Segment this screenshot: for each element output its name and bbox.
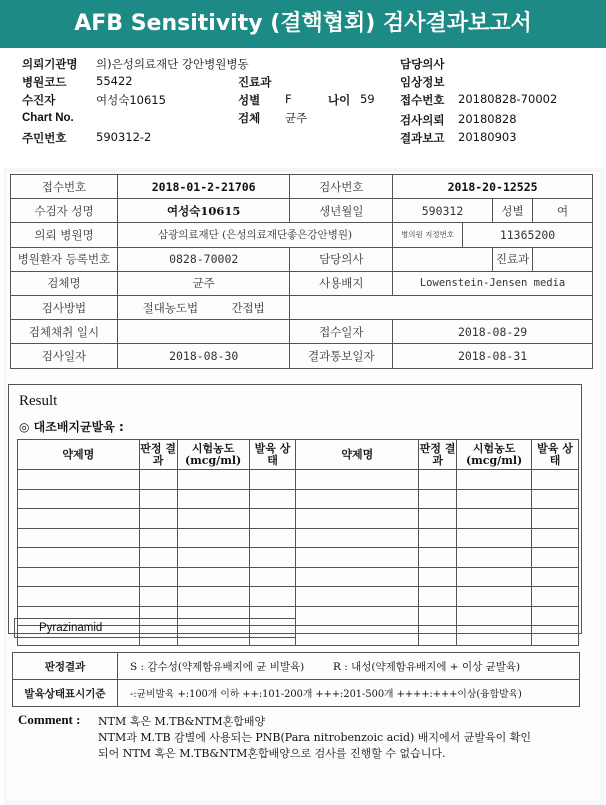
table-cell <box>177 567 249 587</box>
chart-no-label: Chart No. <box>22 112 74 124</box>
table-cell <box>532 509 579 529</box>
table-cell <box>139 587 177 607</box>
table-cell <box>296 470 419 490</box>
table-cell <box>532 606 579 626</box>
table-cell <box>139 470 177 490</box>
table-cell <box>177 509 249 529</box>
report-date-label: 결과보고 <box>400 133 445 145</box>
table-cell <box>18 548 140 568</box>
info-table <box>10 174 593 369</box>
hospital-code-value: 55422 <box>96 74 133 88</box>
table-cell <box>18 489 140 509</box>
table-cell <box>18 509 140 529</box>
receipt-no-label: 접수번호 <box>11 175 118 199</box>
receipt-no-value: 2018-01-2-21706 <box>117 175 290 199</box>
sex-value: 여 <box>533 199 593 223</box>
request-value: 20180828 <box>458 112 517 126</box>
growth-legend-label: 발육상태표시기준 <box>13 680 118 707</box>
name-value: 여성숙10615 <box>117 199 290 223</box>
comment-label: Comment : <box>18 712 81 727</box>
growth-legend-value: -:균비발육 +:100개 이하 ++:101-200개 +++:201-500개 ++++:+++이상(융합발육) <box>118 680 580 707</box>
table-cell <box>139 567 177 587</box>
table-cell <box>532 587 579 607</box>
table-row <box>18 548 579 568</box>
hospital-code-label: 병원코드 <box>22 77 67 89</box>
sex-value: F <box>285 92 292 106</box>
sex-label: 성별 <box>492 199 532 223</box>
table-cell <box>177 587 249 607</box>
sensitivity-table <box>17 439 579 646</box>
judge-r: R : 내성(약제함유배지에 + 이상 균발육) <box>332 660 521 673</box>
medium-label: 사용배지 <box>290 271 393 295</box>
birth-label: 생년월일 <box>290 199 393 223</box>
clinical-label: 임상정보 <box>400 77 445 89</box>
table-cell <box>532 567 579 587</box>
result-title: Result <box>19 393 58 409</box>
table-cell <box>419 470 457 490</box>
specimen-value: 균주 <box>285 111 308 125</box>
comment-line-3: 되어 NTM 혹은 M.TB&NTM혼합배양으로 검사를 진행할 수 없습니다. <box>98 747 446 760</box>
table-cell <box>457 548 532 568</box>
institution-label: 의뢰기관명 <box>22 59 78 71</box>
table-cell <box>139 528 177 548</box>
table-cell <box>419 548 457 568</box>
col-judge-2: 판정 결과 <box>419 440 457 470</box>
report-header <box>0 52 606 147</box>
report-title: AFB Sensitivity (결핵협회) 검사결과보고서 <box>0 0 606 48</box>
table-cell <box>18 470 140 490</box>
hospital-label: 의뢰 병원명 <box>11 223 118 247</box>
col-conc-2: 시험농도 (mcg/ml) <box>457 440 532 470</box>
age-value: 59 <box>360 92 375 106</box>
table-row <box>18 489 579 509</box>
birth-value: 590312 <box>393 199 493 223</box>
table-cell <box>296 587 419 607</box>
col-conc-1: 시험농도 (mcg/ml) <box>177 440 249 470</box>
hospital-value: 삼광의료재단 (은성의료재단좋은강안병원) <box>117 223 392 247</box>
method-indirect: 간접법 <box>231 300 265 315</box>
table-cell <box>419 509 457 529</box>
table-cell <box>457 489 532 509</box>
table-cell <box>457 626 532 646</box>
collect-label: 검체채취 일시 <box>11 320 118 344</box>
judge-legend-value <box>118 653 580 680</box>
doctor-value <box>393 247 493 271</box>
medium-value: Lowenstein-Jensen media <box>393 271 593 295</box>
table-cell <box>457 606 532 626</box>
pyrazinamide-cell: Pyrazinamid <box>14 618 296 638</box>
table-cell <box>532 528 579 548</box>
col-growth-2: 발육 상태 <box>532 440 579 470</box>
dept-value <box>533 247 593 271</box>
table-row <box>18 509 579 529</box>
table-cell <box>457 567 532 587</box>
judge-legend-label: 판정결과 <box>13 653 118 680</box>
method-value <box>117 295 290 319</box>
table-cell <box>419 528 457 548</box>
table-cell <box>296 489 419 509</box>
receiver-label: 수진자 <box>22 95 56 107</box>
receipt-no-value: 20180828-70002 <box>458 92 558 106</box>
doctor-label: 담당의사 <box>290 247 393 271</box>
hospital-code-value: 11365200 <box>463 223 593 247</box>
attending-label: 담당의사 <box>400 59 445 71</box>
table-cell <box>249 567 296 587</box>
receiver-value: 여성숙10615 <box>96 93 166 107</box>
table-cell <box>457 509 532 529</box>
test-no-label: 검사번호 <box>290 175 393 199</box>
table-cell <box>457 470 532 490</box>
table-row <box>18 587 579 607</box>
table-cell <box>249 470 296 490</box>
table-cell <box>457 528 532 548</box>
notify-label: 결과통보일자 <box>290 344 393 368</box>
request-label: 검사의뢰 <box>400 115 445 127</box>
table-cell <box>139 489 177 509</box>
table-cell <box>419 489 457 509</box>
table-cell <box>532 470 579 490</box>
col-growth-1: 발육 상태 <box>249 440 296 470</box>
table-row <box>18 528 579 548</box>
table-cell <box>419 587 457 607</box>
receive-date-value: 2018-08-29 <box>393 320 593 344</box>
table-cell <box>419 567 457 587</box>
comment-text <box>98 714 531 762</box>
table-cell <box>532 626 579 646</box>
specimen-label: 검체 <box>238 113 261 125</box>
sex-label: 성별 <box>238 95 261 107</box>
table-cell <box>249 489 296 509</box>
table-cell <box>419 606 457 626</box>
resident-no-label: 주민번호 <box>22 133 67 145</box>
table-cell <box>18 528 140 548</box>
institution-value: 의)은성의료재단 강안병원병동 <box>96 57 249 71</box>
table-cell <box>457 587 532 607</box>
result-section <box>8 384 582 634</box>
receive-date-label: 접수일자 <box>290 320 393 344</box>
resident-no-value: 590312-2 <box>96 130 152 144</box>
table-cell <box>177 470 249 490</box>
specimen-label: 검체명 <box>11 271 118 295</box>
hospital-code-label: 병의원 지정번호 <box>393 223 463 247</box>
receipt-no-label: 접수번호 <box>400 95 445 107</box>
patient-reg-value: 0828-70002 <box>117 247 290 271</box>
table-cell <box>177 489 249 509</box>
collect-value <box>117 320 290 344</box>
col-judge-1: 판정 결과 <box>139 440 177 470</box>
test-date-label: 검사일자 <box>11 344 118 368</box>
method-blank <box>290 295 593 319</box>
comment-line-1: NTM 혹은 M.TB&NTM혼합배양 <box>98 715 266 728</box>
name-label: 수검자 성명 <box>11 199 118 223</box>
table-cell <box>296 528 419 548</box>
report-date-value: 20180903 <box>458 130 517 144</box>
table-cell <box>177 528 249 548</box>
method-absolute: 절대농도법 <box>142 300 199 315</box>
table-cell <box>296 567 419 587</box>
legend-table <box>12 652 580 707</box>
scanned-report <box>4 168 604 805</box>
table-cell <box>296 509 419 529</box>
table-cell <box>18 587 140 607</box>
table-cell <box>249 548 296 568</box>
table-cell <box>249 528 296 548</box>
comment-line-2: NTM과 M.TB 감별에 사용되는 PNB(Para nitrobenzoic acid) 배지에서 균발육이 확인 <box>98 731 532 744</box>
col-drug-1: 약제명 <box>18 440 140 470</box>
table-cell <box>532 548 579 568</box>
table-row <box>18 470 579 490</box>
table-cell <box>296 548 419 568</box>
table-cell <box>139 509 177 529</box>
table-cell <box>296 606 419 626</box>
dept-label: 진료과 <box>238 77 272 89</box>
table-cell <box>177 548 249 568</box>
table-cell <box>249 509 296 529</box>
table-cell <box>249 587 296 607</box>
table-cell <box>532 489 579 509</box>
table-cell <box>296 626 419 646</box>
col-drug-2: 약제명 <box>296 440 419 470</box>
specimen-value: 균주 <box>117 271 290 295</box>
notify-date-value: 2018-08-31 <box>393 344 593 368</box>
method-label: 검사방법 <box>11 295 118 319</box>
table-row <box>18 567 579 587</box>
report-sheet <box>6 172 600 800</box>
test-date-value: 2018-08-30 <box>117 344 290 368</box>
dept-label: 진료과 <box>492 247 532 271</box>
age-label: 나이 <box>328 95 351 107</box>
judge-s: S : 감수성(약제함유배지에 균 비발육) <box>130 660 305 673</box>
table-cell <box>18 567 140 587</box>
table-cell <box>419 626 457 646</box>
test-no-value: 2018-20-12525 <box>393 175 593 199</box>
table-cell <box>139 548 177 568</box>
control-growth-label: ◎ 대조배지균발육 : <box>19 420 124 434</box>
patient-reg-label: 병원환자 등록번호 <box>11 247 118 271</box>
